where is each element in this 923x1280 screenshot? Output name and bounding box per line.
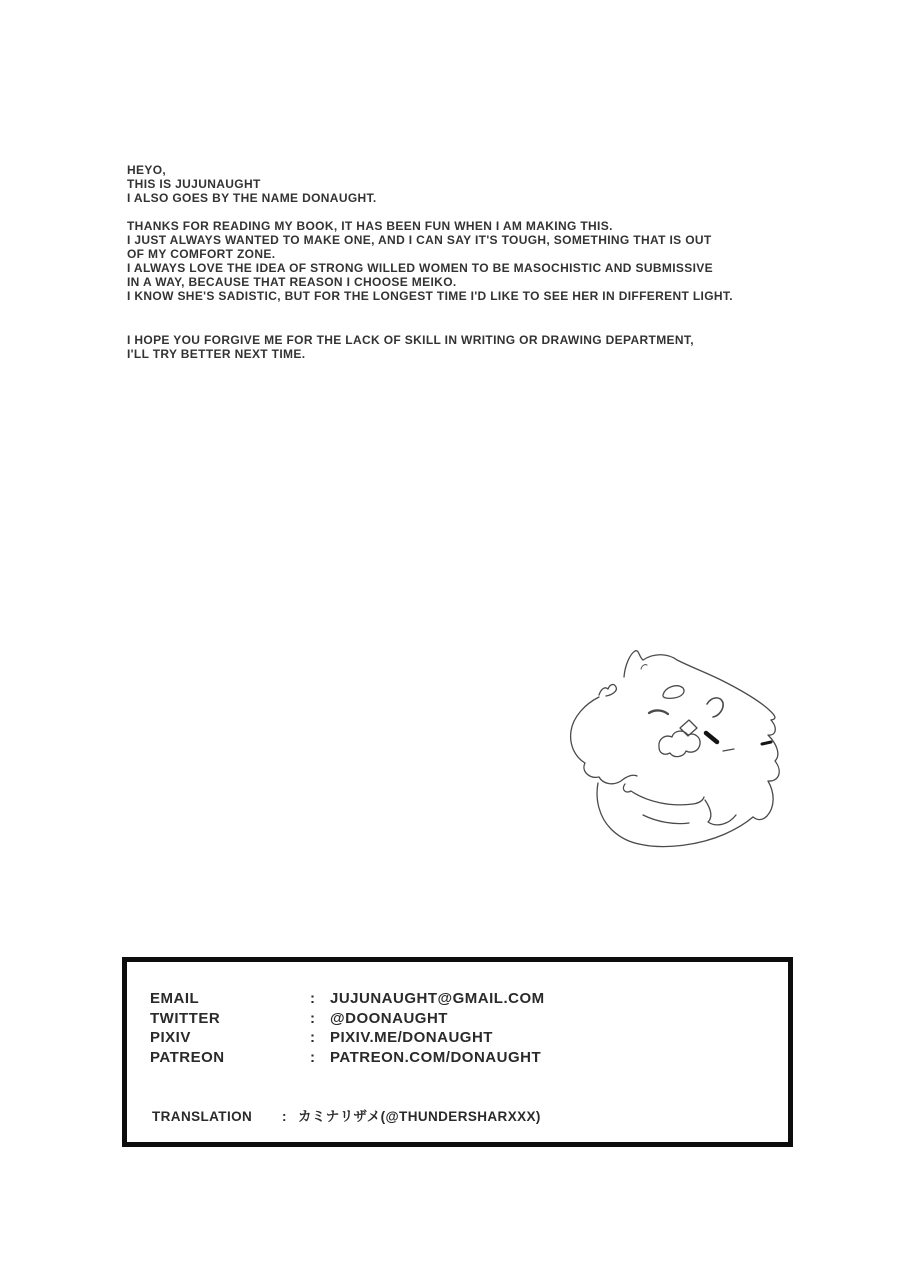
contact-row-patreon [150, 1048, 545, 1068]
translation-credit-row [152, 1108, 541, 1126]
contact-row-pixiv [150, 1028, 545, 1048]
twitter-label: TWITTER [150, 1009, 221, 1027]
contact-row-twitter [150, 1009, 545, 1029]
pixiv-label: PIXIV [150, 1029, 191, 1046]
colon-separator: : [310, 1029, 316, 1046]
translation-label: TRANSLATION [152, 1109, 253, 1124]
colon-separator: : [282, 1109, 287, 1124]
email-label: EMAIL [150, 990, 200, 1007]
translation-value: カミナリザメ(@THUNDERSHARXXX) [298, 1109, 541, 1124]
text-line: THIS IS JUJUNAUGHT [127, 177, 261, 191]
text-line: I'LL TRY BETTER NEXT TIME. [127, 347, 306, 361]
text-line: IN A WAY, BECAUSE THAT REASON I CHOOSE MEIKO. [127, 275, 457, 289]
text-line: I ALSO GOES BY THE NAME DONAUGHT. [127, 191, 377, 205]
contact-row-email [150, 989, 545, 1009]
twitter-value: @DOONAUGHT [330, 1009, 448, 1027]
text-line: I ALWAYS LOVE THE IDEA OF STRONG WILLED WOMEN TO BE MASOCHISTIC AND SUBMISSIVE [127, 261, 713, 275]
afterword-text [127, 163, 807, 361]
apology-paragraph [127, 333, 807, 361]
patreon-label: PATREON [150, 1048, 225, 1066]
patreon-value: PATREON.COM/DONAUGHT [330, 1048, 542, 1066]
thanks-paragraph [127, 219, 807, 303]
text-line: I HOPE YOU FORGIVE ME FOR THE LACK OF SKILL IN WRITING OR DRAWING DEPARTMENT, [127, 333, 694, 347]
pixiv-value: PIXIV.ME/DONAUGHT [330, 1029, 493, 1046]
text-line: OF MY COMFORT ZONE. [127, 247, 276, 261]
greeting-paragraph [127, 163, 807, 205]
colon-separator: : [310, 1048, 316, 1066]
contact-info-box [122, 957, 793, 1147]
colon-separator: : [310, 990, 316, 1007]
text-line: I KNOW SHE'S SADISTIC, BUT FOR THE LONGEST TIME I'D LIKE TO SEE HER IN DIFFERENT LIGHT. [127, 289, 733, 303]
text-line: HEYO, [127, 163, 167, 177]
cat-doodle-illustration [555, 623, 805, 868]
text-line: I JUST ALWAYS WANTED TO MAKE ONE, AND I CAN SAY IT'S TOUGH, SOMETHING THAT IS OUT [127, 233, 712, 247]
text-line: THANKS FOR READING MY BOOK, IT HAS BEEN FUN WHEN I AM MAKING THIS. [127, 219, 613, 233]
email-value: JUJUNAUGHT@GMAIL.COM [330, 990, 545, 1007]
contact-rows [150, 989, 545, 1067]
cat-doodle-svg [555, 623, 805, 868]
colon-separator: : [310, 1009, 316, 1027]
